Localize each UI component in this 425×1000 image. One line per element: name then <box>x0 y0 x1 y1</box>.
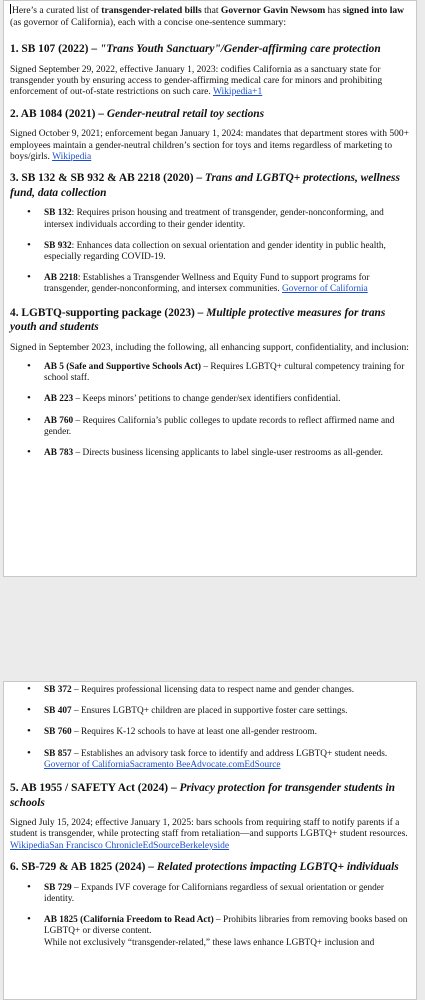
list-item <box>10 413 410 438</box>
bill-summary: : Enhances data collection on sexual orientation and gender identity in public health, especially regarding COVID-19. <box>44 240 386 263</box>
list-item <box>10 727 410 738</box>
bill-summary: – Requires California’s public colleges to update records to reflect affirmed name and gender. <box>44 415 395 437</box>
summary-text: Signed September 29, 2022, effective January 1, 2023: codifies California as a sanctuary state for transgender youth by ensuring access to gender-affirming medical care for minors and prohibiting enforcement of out-of-state restrictions on such care. <box>10 64 383 98</box>
bullet-icon: • <box>27 206 31 219</box>
section-3-heading <box>10 171 410 200</box>
bill-number: SB 729 <box>44 882 72 893</box>
heading-subtitle: "Trans Youth Sanctuary"/Gender-affirming care protection <box>99 43 381 55</box>
list-item <box>10 915 410 949</box>
section-1-summary <box>10 65 410 99</box>
bullet-icon: • <box>27 704 31 717</box>
intro-text: that <box>201 5 221 16</box>
bill-number: AB 2218 <box>44 273 78 284</box>
bill-summary: – Prohibits libraries from removing books based on LGBTQ+ or diverse content. <box>44 915 408 937</box>
list-item <box>10 238 410 263</box>
section-5-summary <box>10 818 410 852</box>
section-6-list <box>10 880 410 949</box>
text-cursor <box>10 4 11 14</box>
list-item <box>10 880 410 905</box>
list-item <box>10 448 410 459</box>
bullet-icon: • <box>27 725 31 738</box>
section-6-heading <box>10 860 410 875</box>
source-link[interactable]: Wikipedia+1 <box>212 87 263 98</box>
section-4-heading <box>10 306 410 335</box>
heading-subtitle: Multiple protective measures for trans youth and students <box>10 306 386 334</box>
bill-number: AB 760 <box>44 415 74 426</box>
section-1-heading <box>10 42 410 57</box>
list-item <box>10 685 410 696</box>
bullet-icon: • <box>27 746 31 759</box>
section-2-summary <box>10 129 410 163</box>
bill-summary: – Keeps minors’ petitions to change gender/sex identifiers confidential. <box>73 394 341 405</box>
intro-bold: signed into law <box>342 5 405 16</box>
heading-text: 2. AB 1084 (2021) – <box>10 107 107 120</box>
bill-summary: – Expands IVF coverage for Californians regardless of sexual orientation or gender identity. <box>44 882 385 904</box>
list-item <box>10 273 410 295</box>
heading-text: 4. LGBTQ-supporting package (2023) – <box>10 306 207 319</box>
bullet-icon: • <box>27 413 31 426</box>
bullet-icon: • <box>27 392 31 405</box>
bill-number: AB 1825 (California Freedom to Read Act) <box>44 915 214 926</box>
bill-number: AB 223 <box>44 394 74 405</box>
list-item <box>10 208 410 230</box>
bill-number: SB 372 <box>44 685 72 695</box>
bill-summary: – Requires professional licensing data to respect name and gender changes. <box>71 685 355 695</box>
bill-number: SB 407 <box>44 706 72 717</box>
heading-subtitle: Trans and LGBTQ+ protections, wellness fund, data collection <box>10 172 400 199</box>
intro-text: has <box>325 5 343 16</box>
bullet-icon: • <box>27 271 31 284</box>
heading-text: 3. SB 132 & SB 932 & AB 2218 (2020) – <box>10 172 205 185</box>
bill-number: AB 5 (Safe and Supportive Schools Act) <box>44 362 202 373</box>
section-5-heading <box>10 781 410 810</box>
list-item <box>10 394 410 405</box>
intro-text: (as governor of California), each with a concise one-sentence summary: <box>10 17 286 28</box>
bill-number: AB 783 <box>44 448 74 459</box>
list-item <box>10 362 410 384</box>
bill-number: SB 132 <box>44 208 72 219</box>
heading-text: 5. AB 1955 / SAFETY Act (2024) – <box>10 782 180 795</box>
bill-summary: – Requires LGBTQ+ cultural competency training for school staff. <box>44 362 405 384</box>
bullet-icon: • <box>27 683 31 695</box>
source-link[interactable]: Governor of California <box>282 284 368 295</box>
bullet-icon: • <box>27 880 31 893</box>
section-2-heading <box>10 107 410 122</box>
section-4-list <box>10 362 410 459</box>
bill-summary: : Requires prison housing and treatment of transgender, gender-nonconforming, and intersex individuals according to their gender identity. <box>44 208 384 230</box>
bullet-icon: • <box>27 446 31 459</box>
heading-subtitle: Related protections impacting LGBTQ+ individuals <box>156 861 399 874</box>
list-item <box>10 746 410 771</box>
page-1-content <box>10 4 410 469</box>
bullet-icon: • <box>27 913 31 926</box>
section-4-list-continued <box>10 685 410 771</box>
source-link[interactable]: Wikipedia <box>52 152 92 163</box>
bullet-icon: • <box>27 360 31 373</box>
bill-summary: : Establishes a Transgender Wellness and Equity Fund to support programs for transgender, gender-nonconforming, and intersex communities. <box>44 273 370 295</box>
bullet-icon: • <box>27 238 31 251</box>
section-4-summary: Signed in September 2023, including the following, all enhancing support, confidentiality, and inclusion: <box>10 342 409 353</box>
bill-summary: – Directs business licensing applicants to label single-user restrooms as all-gender. <box>73 448 384 459</box>
bill-summary: – Ensures LGBTQ+ children are placed in supportive foster care settings. <box>71 706 348 717</box>
document-page-2 <box>3 681 417 1000</box>
intro-bold: transgender-related bills <box>101 5 202 16</box>
intro-paragraph <box>10 4 410 29</box>
heading-subtitle: Gender-neutral retail toy sections <box>106 107 265 120</box>
heading-subtitle: Privacy protection for transgender students in schools <box>10 782 395 809</box>
page-2-content <box>10 685 410 959</box>
intro-bold: Governor Gavin Newsom <box>220 5 326 16</box>
bill-number: SB 932 <box>44 240 72 251</box>
intro-text: Here’s a curated list of <box>12 5 102 16</box>
bill-summary: – Establishes an advisory task force to identify and address LGBTQ+ student needs. <box>71 748 388 759</box>
summary-text: Signed October 9, 2021; enforcement began January 1, 2024: mandates that department stores with 500+ employees maintain a gender-neutral children’s section for toys and items regardless of marketing to boys/girls. <box>10 129 409 163</box>
source-link[interactable]: WikipediaSan Francisco ChronicleEdSourceBerkeleyside <box>10 840 230 851</box>
bill-summary: – Requires K-12 schools to have at least one all-gender restroom. <box>71 727 317 738</box>
heading-text: 1. SB 107 (2022) – <box>10 43 100 55</box>
section-3-list <box>10 208 410 295</box>
list-item <box>10 706 410 717</box>
heading-text: 6. SB-729 & AB 1825 (2024) – <box>10 861 157 874</box>
source-link[interactable]: Governor of CaliforniaSacramento BeeAdvocate.comEdSource <box>44 759 281 770</box>
summary-text: Signed July 15, 2024; effective January 1, 2025: bars schools from requiring staff to notify parents if a student is transgender, while protecting staff from retaliation—and supports LGBTQ+ student resources. <box>10 818 408 840</box>
bill-number: SB 857 <box>44 748 72 759</box>
document-page-1 <box>3 0 417 577</box>
closing-note: While not exclusively “transgender-related,” these laws enhance LGBTQ+ inclusion and <box>44 937 375 948</box>
bill-number: SB 760 <box>44 727 72 738</box>
